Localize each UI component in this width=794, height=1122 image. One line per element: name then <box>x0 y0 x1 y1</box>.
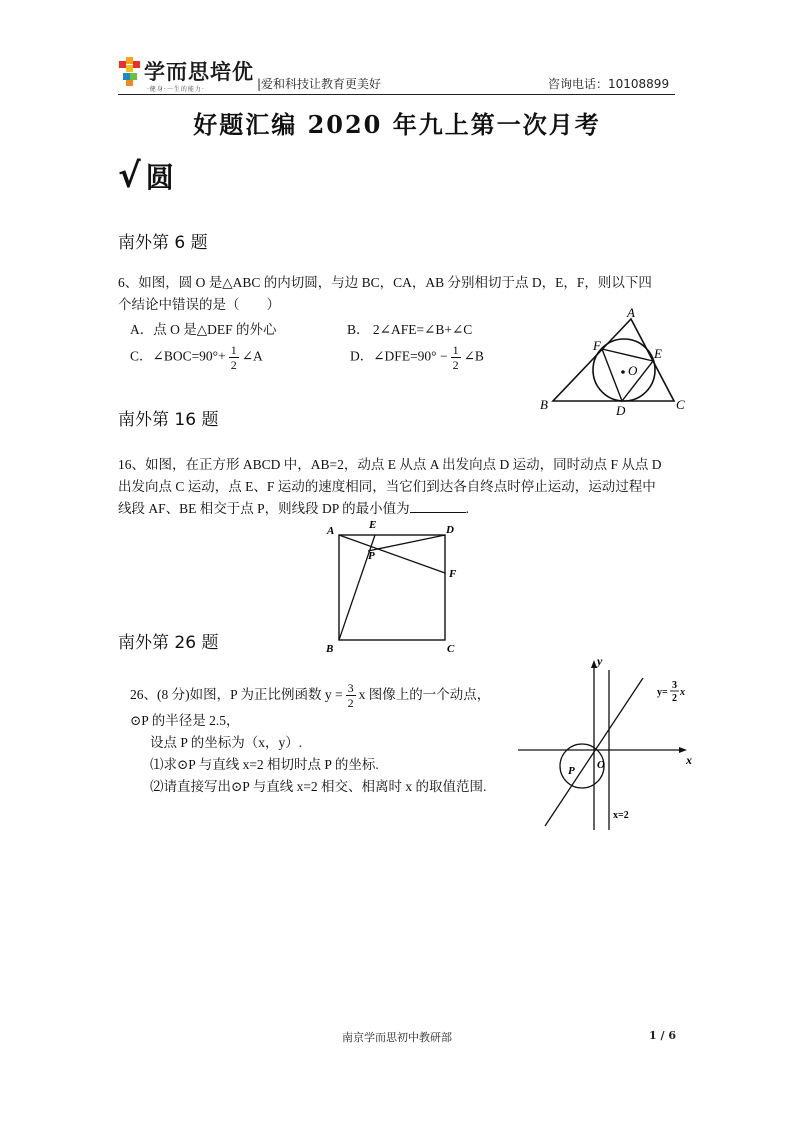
segment-dp <box>368 535 445 551</box>
label-c: C <box>676 397 685 412</box>
header-hotline: 咨询电话：10108899 <box>548 77 670 91</box>
footer-org: 南京学而思初中教研部 <box>342 1031 452 1044</box>
label-c: C <box>447 643 455 655</box>
q6-option-a: A．点 O 是△DEF 的外心 <box>130 322 277 337</box>
logo-mark-icon <box>119 57 141 87</box>
label-y-axis: y <box>597 654 603 668</box>
answer-blank <box>410 499 466 513</box>
q26-coordinate-figure <box>513 652 703 832</box>
label-fn-post: x <box>680 687 685 698</box>
label-d: D <box>446 524 454 536</box>
q26-line1: 26、(8 分)如图，P 为正比例函数 y = $\frac{3}{2}$ x 图像上的一个动点， <box>130 681 491 711</box>
label-p: P <box>368 550 375 562</box>
q26-line5: ⑵请直接写出⊙P 与直线 x=2 相交、相离时 x 的取值范围. <box>150 779 487 794</box>
q6-option-c-fraction: $\frac{1}{2}$ <box>230 343 237 372</box>
q26-line2: ⊙P 的半径是 2.5， <box>130 713 240 728</box>
q26-fraction: $\frac{3}{2}$ <box>347 681 354 711</box>
q16-line1: 16、如图，在正方形 ABCD 中，AB=2，动点 E 从点 A 出发向点 D 运动，同时动点 F 从点 D <box>118 457 662 472</box>
q6-option-d: D．∠DFE=90° − $\frac{1}{2}$ ∠B <box>350 343 484 372</box>
label-o: O <box>628 363 638 378</box>
q6-option-d-fraction: $\frac{1}{2}$ <box>452 343 459 372</box>
label-line-x2: x=2 <box>613 810 629 821</box>
section-heading-q6: 南外第 6 题 <box>118 233 208 253</box>
q6-option-b: B． 2∠AFE=∠B+∠C <box>347 322 473 337</box>
label-f: F <box>593 338 601 353</box>
section-heading-q16: 南外第 16 题 <box>118 410 219 430</box>
label-d: D <box>616 403 626 417</box>
q6-line2: 个结论中错误的是（ ） <box>118 297 280 312</box>
logo-text: 学而思培优 <box>144 60 254 84</box>
label-point-p: P <box>568 765 575 777</box>
label-e: E <box>369 519 377 531</box>
label-fn-num: 3 <box>672 680 677 691</box>
label-a: A <box>327 525 335 537</box>
label-fn-pre: y= <box>657 687 668 698</box>
logo-subtitle: ·健身·一生的能力· <box>147 86 205 93</box>
q6-triangle-figure <box>536 305 696 417</box>
q26-line3: 设点 P 的坐标为（x，y）. <box>150 735 303 750</box>
q6-option-c: C．∠BOC=90°+ $\frac{1}{2}$ ∠A <box>130 343 263 372</box>
label-a: A <box>627 305 635 320</box>
topic-label: 圆 <box>145 161 174 194</box>
section-heading-q26: 南外第 26 题 <box>118 633 219 653</box>
topic-heading <box>118 156 174 196</box>
page-title: 好题汇编 2020 年九上第一次月考 <box>193 110 601 139</box>
q16-square-figure <box>322 518 462 658</box>
q26-stem <box>130 680 510 798</box>
label-fn-den: 2 <box>672 693 677 704</box>
q16-line3: 线段 AF、BE 相交于点 P，则线段 DP 的最小值为 . <box>118 501 470 516</box>
page-number: 1 / 6 <box>649 1029 676 1042</box>
label-origin: O <box>597 759 605 771</box>
label-b: B <box>540 397 548 412</box>
segment-af <box>339 535 445 573</box>
q16-line2: 出发向点 C 运动，点 E、F 运动的速度相同，当它们到达各自终点时停止运动，运动过程中 <box>118 479 656 494</box>
header-divider <box>118 94 675 95</box>
label-f: F <box>449 568 457 580</box>
label-b: B <box>326 643 334 655</box>
center-point <box>621 370 625 374</box>
q16-stem <box>118 454 688 520</box>
q6-line1: 6、如图，圆 O 是△ABC 的内切圆，与边 BC，CA，AB 分别相切于点 D，E，F，则以下四 <box>118 275 652 290</box>
header-slogan: |爱和科技让教育更美好 <box>257 77 382 91</box>
checkmark-icon: √ <box>118 156 141 196</box>
label-x-axis: x <box>686 753 692 767</box>
q26-line4: ⑴求⊙P 与直线 x=2 相切时点 P 的坐标. <box>150 757 379 772</box>
square-abcd <box>339 535 445 640</box>
logo <box>119 54 269 94</box>
label-e: E <box>654 346 662 361</box>
